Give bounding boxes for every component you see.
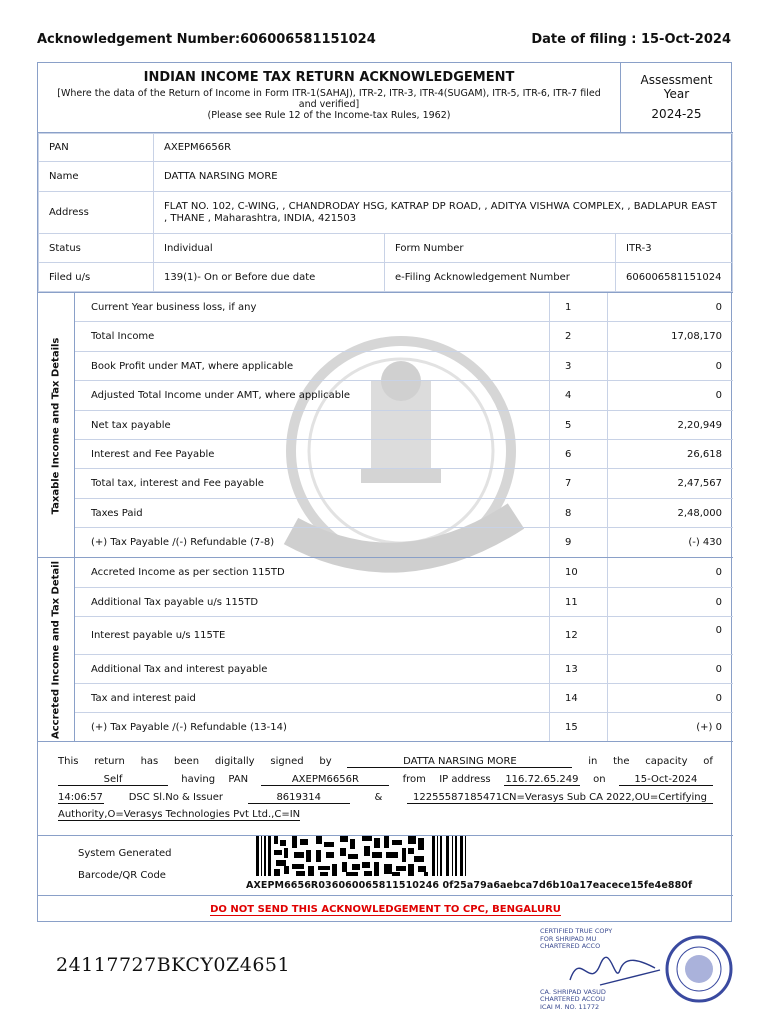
verification-word: return xyxy=(94,756,125,767)
top-line xyxy=(37,32,731,47)
ack-number: Acknowledgement Number:606006581151024 xyxy=(37,32,376,47)
row-number: 4 xyxy=(549,381,607,410)
verification-word: & xyxy=(374,792,383,803)
table-row xyxy=(75,381,733,411)
table-row xyxy=(75,588,733,617)
row-number: 6 xyxy=(549,440,607,468)
stamp-line: CHARTERED ACCO xyxy=(540,942,601,950)
row-desc: Accreted Income as per section 115TD xyxy=(91,567,285,578)
verification-word: been xyxy=(174,756,200,767)
dsc-number: 8619314 xyxy=(248,792,350,804)
row-desc: (+) Tax Payable /(-) Refundable (13-14) xyxy=(91,722,287,733)
table-row xyxy=(75,469,733,499)
table-row xyxy=(75,499,733,528)
row-desc: Additional Tax and interest payable xyxy=(91,663,268,675)
filed-us-value: 139(1)- On or Before due date xyxy=(154,263,385,292)
row-value: 0 xyxy=(607,381,733,410)
row-number: 10 xyxy=(549,558,607,587)
stamp-line: CA. SHRIPAD VASUD xyxy=(540,987,606,996)
stamp-line: CERTIFIED TRUE COPY xyxy=(540,927,613,935)
verification-line-3 xyxy=(58,792,713,804)
page-title: INDIAN INCOME TAX RETURN ACKNOWLEDGEMENT xyxy=(143,70,515,85)
row-desc: Total tax, interest and Fee payable xyxy=(91,478,264,489)
date-of-filing: Date of filing : 15-Oct-2024 xyxy=(531,32,731,47)
row-value: 2,47,567 xyxy=(607,469,733,498)
name-value: DATTA NARSING MORE xyxy=(154,162,733,192)
efiling-ack-value: 606006581151024 xyxy=(616,263,733,292)
assessment-year-block xyxy=(621,63,732,132)
row-desc: Taxes Paid xyxy=(91,507,143,519)
row-value: (-) 430 xyxy=(607,528,733,557)
accreted-income-section xyxy=(38,557,733,742)
row-value: 0 xyxy=(607,558,733,587)
verification-word: signed xyxy=(270,756,304,767)
barcode-string: AXEPM6656R036060065811510246 0f25a79a6aebca7d6b10a17eacece15fe4e880f xyxy=(246,880,693,891)
signer-capacity: Self xyxy=(58,774,168,786)
status-label: Status xyxy=(39,234,154,263)
taxpayer-info-table xyxy=(38,133,733,292)
row-number: 7 xyxy=(549,469,607,498)
verification-word: of xyxy=(703,756,713,767)
row-number: 11 xyxy=(549,588,607,616)
row-desc: Adjusted Total Income under AMT, where applicable xyxy=(91,390,351,401)
row-number: 3 xyxy=(549,352,607,380)
form-number-value: ITR-3 xyxy=(616,234,733,263)
taxable-income-label: Taxable Income and Tax Details xyxy=(50,337,62,514)
verification-line-2 xyxy=(58,774,713,786)
table-row xyxy=(75,617,733,655)
table-row xyxy=(75,411,733,440)
row-number: 8 xyxy=(549,499,607,527)
verification-word: IP address xyxy=(439,774,491,785)
table-row xyxy=(75,713,733,742)
signing-date: 15-Oct-2024 xyxy=(619,774,713,786)
barcode-image xyxy=(256,836,468,876)
stamp-line: FOR SHRIPAD MU xyxy=(540,934,597,943)
verification-line-1 xyxy=(58,756,713,768)
verification-word: having xyxy=(181,774,216,785)
handwritten-number: 24117727BKCY0Z4651 xyxy=(56,954,291,976)
row-number: 9 xyxy=(549,528,607,557)
row-desc: Current Year business loss, if any xyxy=(91,301,257,313)
row-desc: Net tax payable xyxy=(91,419,171,431)
header-subtitle-2: (Please see Rule 12 of the Income-tax Rules, 1962) xyxy=(207,110,451,121)
name-label: Name xyxy=(39,162,154,192)
row-number: 5 xyxy=(549,411,607,439)
table-row xyxy=(75,684,733,713)
verification-word: the xyxy=(613,756,630,767)
signer-ip: 116.72.65.249 xyxy=(505,774,579,785)
do-not-send-text: DO NOT SEND THIS ACKNOWLEDGEMENT TO CPC, BENGALURU xyxy=(210,904,561,915)
taxable-income-label-cell xyxy=(38,293,75,558)
row-desc: (+) Tax Payable /(-) Refundable (7-8) xyxy=(91,537,275,548)
row-desc: Additional Tax payable u/s 115TD xyxy=(91,596,259,608)
row-number: 12 xyxy=(549,617,607,654)
stamp-line: CHARTERED ACCOU xyxy=(540,995,605,1003)
row-number: 14 xyxy=(549,684,607,712)
row-value: 26,618 xyxy=(607,440,733,468)
verification-line-4 xyxy=(58,809,713,821)
table-row xyxy=(75,655,733,684)
row-value: 0 xyxy=(607,588,733,616)
row-value: 2,20,949 xyxy=(607,411,733,439)
stamp-line: ICAI M. NO. 11772 xyxy=(540,1002,600,1011)
verification-word: in xyxy=(588,756,598,767)
address-label: Address xyxy=(39,192,154,234)
verification-word: DSC Sl.No & Issuer xyxy=(128,792,223,803)
row-value: 0 xyxy=(607,352,733,380)
filed-us-label: Filed u/s xyxy=(39,263,154,292)
dsc-issuer: 12255587185471CN=Verasys Sub CA 2022,OU=Certifying xyxy=(407,792,713,804)
row-number: 13 xyxy=(549,655,607,683)
form-number-label: Form Number xyxy=(385,234,616,263)
barcode-label-2: Barcode/QR Code xyxy=(78,870,166,881)
table-row xyxy=(75,528,733,558)
verification-word: has xyxy=(140,756,159,767)
table-row xyxy=(75,440,733,469)
header-subtitle-1: [Where the data of the Return of Income in Form ITR-1(SAHAJ), ITR-2, ITR-3, ITR-4(SUGAM), ITR-5, ITR-6, ITR-7 filed and verified] xyxy=(57,88,601,110)
address-value: FLAT NO. 102, C-WING, , CHANDRODAY HSG, KATRAP DP ROAD, , ADITYA VISHWA COMPLEX, , BADLAPUR EAST , THANE , Maharashtra, INDIA, 421503 xyxy=(154,192,733,234)
assessment-year-label: Assessment Year xyxy=(640,73,713,101)
row-number: 2 xyxy=(549,322,607,351)
verification-word: from xyxy=(402,774,426,785)
row-desc: Total Income xyxy=(91,331,155,342)
row-number: 15 xyxy=(549,713,607,742)
signer-name: DATTA NARSING MORE xyxy=(347,756,572,768)
taxable-income-section xyxy=(38,292,733,558)
status-value: Individual xyxy=(154,234,385,263)
verification-word: PAN xyxy=(228,774,249,785)
ack-frame xyxy=(37,62,732,922)
assessment-year-value: 2024-25 xyxy=(651,107,702,121)
ca-seal xyxy=(664,934,734,1004)
row-value: (+) 0 xyxy=(607,713,733,742)
dsc-issuer-cont: Authority,O=Verasys Technologies Pvt Ltd.,C=IN xyxy=(58,809,301,820)
accreted-income-label-cell xyxy=(38,558,75,742)
ca-signature xyxy=(560,940,670,1000)
verification-word: capacity xyxy=(645,756,688,767)
row-value: 17,08,170 xyxy=(607,322,733,351)
row-value: 0 xyxy=(607,684,733,712)
row-value: 0 xyxy=(607,293,733,321)
row-number: 1 xyxy=(549,293,607,321)
row-desc: Interest and Fee Payable xyxy=(91,448,215,460)
barcode-block xyxy=(38,836,733,896)
verification-word: by xyxy=(319,756,332,767)
verification-word: digitally xyxy=(214,756,255,767)
table-row xyxy=(75,558,733,588)
header xyxy=(38,63,733,133)
table-row xyxy=(75,322,733,352)
row-value: 2,48,000 xyxy=(607,499,733,527)
table-row xyxy=(75,293,733,322)
verification-block xyxy=(38,741,733,836)
efiling-ack-label: e-Filing Acknowledgement Number xyxy=(385,263,616,292)
signing-time: 14:06:57 xyxy=(58,792,103,803)
row-desc: Book Profit under MAT, where applicable xyxy=(91,360,294,372)
row-desc: Tax and interest paid xyxy=(91,692,196,704)
verification-word: This xyxy=(58,756,79,767)
row-value: 0 xyxy=(607,655,733,683)
header-title-block xyxy=(38,63,621,132)
row-value: 0 xyxy=(607,617,733,654)
do-not-send-notice xyxy=(38,896,733,923)
signer-pan: AXEPM6656R xyxy=(261,774,389,786)
barcode-label-1: System Generated xyxy=(78,848,172,859)
pan-label: PAN xyxy=(39,134,154,162)
pan-value: AXEPM6656R xyxy=(154,134,733,162)
verification-word: on xyxy=(593,774,606,785)
row-desc: Interest payable u/s 115TE xyxy=(91,630,226,641)
accreted-income-label: Accreted Income and Tax Detail xyxy=(50,560,62,740)
table-row xyxy=(75,352,733,381)
